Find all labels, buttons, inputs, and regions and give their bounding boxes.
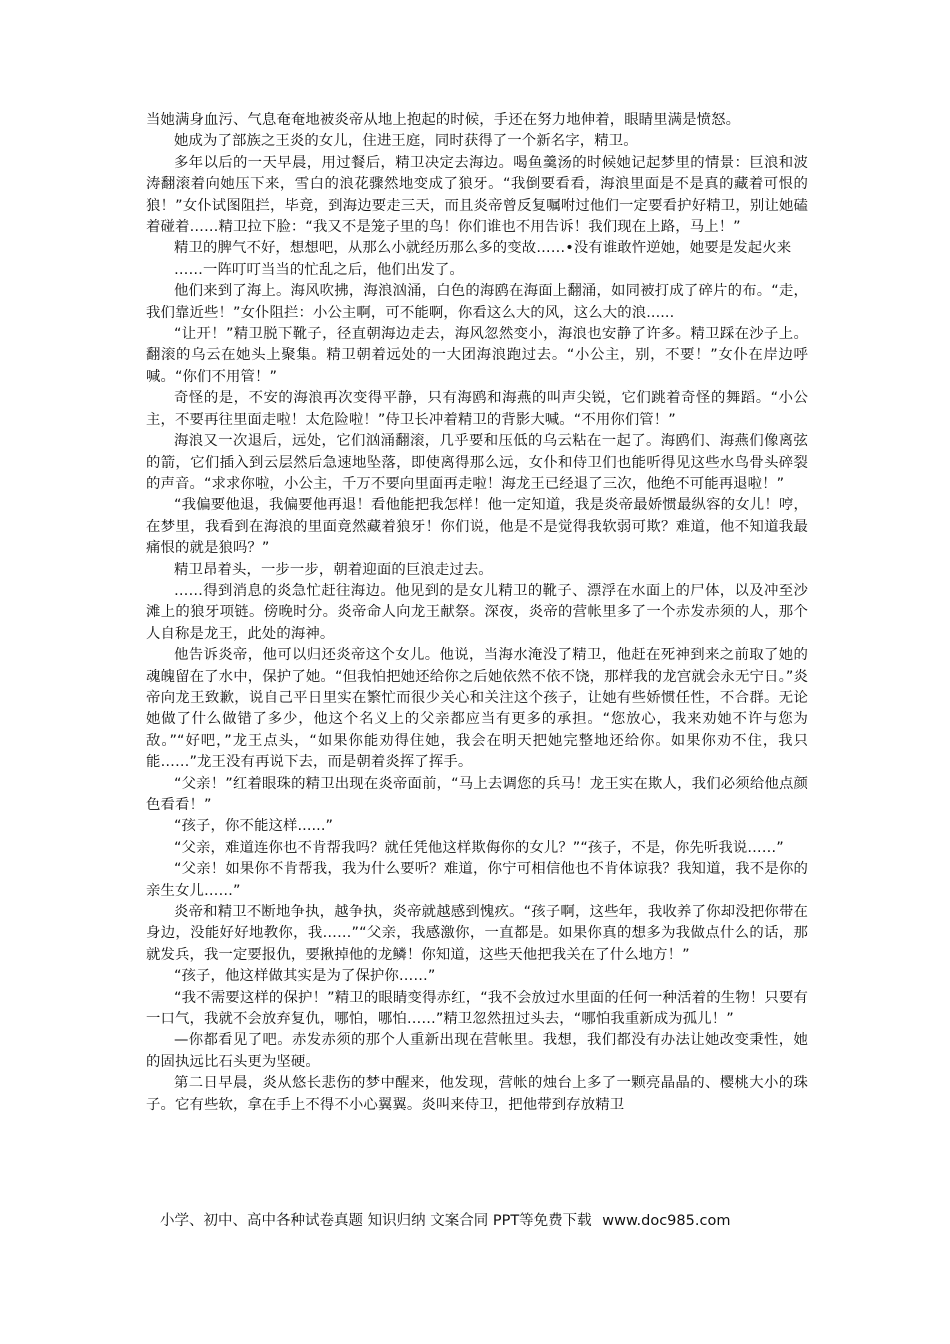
paragraph: 第二日早晨，炎从悠长悲伤的梦中醒来，他发现，营帐的烛台上多了一颗亮晶晶的、樱桃大小的珠子。它有些软，拿在手上不得不小心翼翼。炎叫来侍卫，把他带到存放精卫 [146,1075,808,1113]
paragraph: “父亲，难道连你也不肯帮我吗？就任凭他这样欺侮你的女儿？”“孩子，不是，你先听我说……” [174,839,784,856]
footer-url: www.doc985.com [602,1213,731,1229]
paragraph: “父亲！如果你不肯帮我，我为什么要听？难道，你宁可相信他也不肯体谅我？我知道，我不是你的亲生女儿……” [146,861,808,899]
paragraph: 炎帝和精卫不断地争执，越争执，炎帝就越感到愧疚。“孩子啊，这些年，我收养了你却没把你带在身边，没能好好地教你，我……”“父亲，我感激你，一直都是。如果你真的想多为我做点什么的话，那就发兵，我一定要报仇，要揪掉他的龙鳞！你知道，这些天他把我关在了什么地方！” [146,904,808,963]
paragraph: “孩子，你不能这样......” [174,818,334,835]
paragraph: 精卫的脾气不好，想想吧，从那么小就经历那么多的变故……•没有谁敢忤逆她，她要是发起火来 [174,240,792,257]
paragraph: 当她满身血污、气息奄奄地被炎帝从地上抱起的时候，手还在努力地伸着，眼睛里满是愤怒。 [146,112,741,128]
paragraph: ……得到消息的炎急忙赶往海边。他见到的是女儿精卫的靴子、漂浮在水面上的尸体，以及冲至沙滩上的狼牙项链。傍晚时分。炎帝命人向龙王献祭。深夜，炎帝的营帐里多了一个赤发赤须的人，那个人自称是龙王，此处的海神。 [146,582,808,642]
paragraph: 她成为了部族之王炎的女儿，住进王庭，同时获得了一个新名字，精卫。 [174,133,638,150]
paragraph: “孩子，他这样做其实是为了保护你……” [174,968,436,985]
paragraph: “我不需要这样的保护！”精卫的眼睛变得赤红，“我不会放过水里面的任何一种活着的生物！只要有一口气，我就不会放弃复仇，哪怕，哪怕……”精卫忽然扭过头去，“哪怕我重新成为孤儿！” [146,989,808,1028]
paragraph: 精卫昂着头，一步一步，朝着迎面的巨浪走过去。 [174,561,493,578]
paragraph: 多年以后的一天早晨，用过餐后，精卫决定去海边。喝鱼羹汤的时候她记起梦里的情景：巨浪和波涛翻滚着向她压下来，雪白的浪花骤然地变成了狼牙。“我倒要看看，海浪里面是不是真的藏着可恨的狼！”女仆试图阻拦，毕竟，到海边要走三天，而且炎帝曾反复嘱咐过他们一定要看护好精卫，别让她磕着碰着……精卫拉下脸：“我又不是笼子里的鸟！你们谁也不用告诉！我们现在上路，马上！” [146,154,808,236]
paragraph: 他告诉炎帝，他可以归还炎帝这个女儿。他说，当海水淹没了精卫，他赶在死神到来之前取了她的魂魄留在了水中，保护了她。“但我怕把她还给你之后她依然不依不饶，那样我的龙宫就会永无宁日。”炎帝向龙王致歉，说自己平日里实在繁忙而很少关心和关注这个孩子，让她有些娇惯任性，不合群。无论她做了什么做错了多少，他这个名义上的父亲都应当有更多的承担。“您放心，我来劝她不许与您为敌。”“好吧，”龙王点头，“如果你能劝得住她，我会在明天把她完整地还给你。如果你劝不住，我只能……”龙王没有再说下去，而是朝着炎挥了挥手。 [146,647,808,771]
paragraph: “我偏要他退，我偏要他再退！看他能把我怎样！他一定知道，我是炎帝最娇惯最纵容的女儿！哼，在梦里，我看到在海浪的里面竟然藏着狼牙！你们说，他是不是觉得我软弱可欺？难道，他不知道我最痛恨的就是狼吗？” [146,497,808,557]
paragraph: 海浪又一次退后，远处，它们汹涌翻滚，几乎要和压低的乌云粘在一起了。海鸥们、海燕们像离弦的箭，它们插入到云层然后急速地坠落，即使离得那么远，女仆和侍卫们也能听得见这些水鸟骨头碎裂的声音。“求求你啦，小公主，千万不要向里面再走啦！海龙王已经退了三次，他绝不可能再退啦！” [146,433,808,492]
paragraph: “父亲！”红着眼珠的精卫出现在炎帝面前，“马上去调您的兵马！龙王实在欺人，我们必须给他点颜色看看！” [146,775,808,813]
paragraph: 他们来到了海上。海风吹拂，海浪汹涌，白色的海鸥在海面上翻涌，如同被打成了碎片的布。“走，我们靠近些！”女仆阻拦：小公主啊，可不能啊，你看这么大的风，这么大的浪...... [146,283,808,321]
paragraph: ……一阵叮叮当当的忙乱之后，他们出发了。 [174,261,464,278]
article-body [146,110,808,1116]
paragraph: 奇怪的是，不安的海浪再次变得平静，只有海鸥和海燕的叫声尖锐，它们跳着奇怪的舞蹈。“小公主，不要再往里面走啦！太危险啦！”侍卫长冲着精卫的背影大喊。“不用你们管！” [146,390,808,428]
paragraph: —你都看见了吧。赤发赤须的那个人重新出现在营帐里。我想，我们都没有办法让她改变秉性，她的固执远比石头更为坚硬。 [146,1032,808,1070]
paragraph: “让开！”精卫脱下靴子，径直朝海边走去，海风忽然变小，海浪也安静了许多。精卫踩在沙子上。翻滚的乌云在她头上聚集。精卫朝着远处的一大团海浪跑过去。“小公主，别，不要！”女仆在岸边呼喊。“你们不用管！” [146,326,808,385]
footer-ad-text: 小学、初中、高中各种试卷真题 知识归纳 文案合同 PPT等免费下载 [160,1213,592,1229]
page-footer [160,1210,800,1232]
